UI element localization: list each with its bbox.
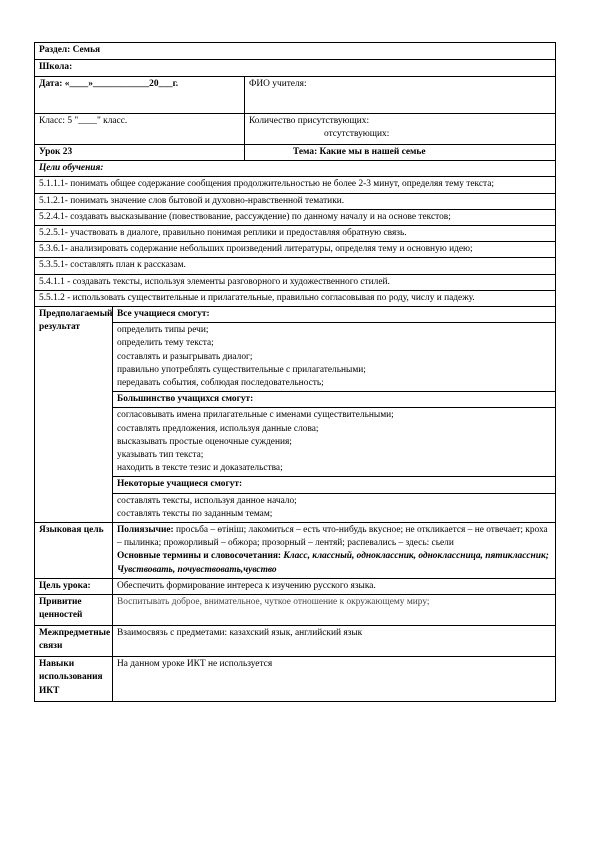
objective-row: [35, 242, 556, 258]
attendance-cell: [245, 114, 556, 145]
objective-item: 5.1.1.1- понимать общее содержание сообщения продолжительностью не более 2-3 минут, определяя тему текста;: [35, 177, 556, 193]
list-item: составлять тексты, используя данное начало;: [117, 495, 297, 506]
values-row: [35, 595, 556, 626]
most-students-list: [113, 408, 555, 477]
some-students-list: [113, 494, 555, 522]
expected-row: [35, 307, 556, 523]
goal-label: Цель урока:: [35, 578, 113, 594]
section-row: [35, 43, 556, 60]
glossary-text: просьба – өтініш; лакомиться – есть что-нибудь вкусное; не откликается – не отвечает; кроха – пылинка; прожорливый – обжора; прозорный – лентяй; распевались – здесь: сьели: [117, 525, 548, 549]
ict-text: На данном уроке ИКТ не используется: [113, 657, 556, 702]
lesson-row: [35, 145, 556, 161]
terms-text: Класс, классный, одноклассник, одноклассница, пятиклассник; Чувствовать, почувствовать,чувство: [117, 551, 549, 575]
some-students-title: Некоторые учащиеся смогут:: [113, 477, 555, 493]
list-item: находить в тексте тезис и доказательства;: [117, 463, 283, 474]
glossary: [117, 524, 551, 550]
school-row: [35, 60, 556, 77]
lesson-plan: [34, 42, 555, 702]
all-students-title: Все учащиеся смогут:: [113, 307, 555, 323]
objective-row: [35, 274, 556, 290]
values-label: Привитие ценностей: [35, 595, 113, 626]
list-item: указывать тип текста;: [117, 450, 204, 461]
terms-label: Основные термины и словосочетания:: [117, 551, 282, 562]
section-title: Раздел: Семья: [35, 43, 556, 60]
objective-item: 5.4.1.1 - создавать тексты, используя элементы разговорного и художественного стилей.: [35, 274, 556, 290]
ict-row: [35, 657, 556, 702]
list-item: определить тему текста;: [117, 338, 214, 349]
list-item: составлять тексты по заданным темам;: [117, 508, 273, 519]
objective-row: [35, 209, 556, 225]
goal-text: Обеспечить формирование интереса к изучению русского языка.: [113, 578, 556, 594]
language-label: Языковая цель: [35, 523, 113, 579]
expected-label: Предполагаемый результат: [35, 307, 113, 523]
list-item: согласовывать имена прилагательные с именами существительными;: [117, 410, 394, 421]
class-field: Класс: 5 "____" класс.: [35, 114, 245, 145]
absent-label: отсутствующих:: [324, 129, 390, 140]
lesson-plan-table: [34, 42, 556, 702]
objective-row: [35, 193, 556, 209]
list-item: составлять и разыгрывать диалог;: [117, 351, 253, 362]
objectives-title: Цели обучения:: [35, 161, 556, 177]
objective-item: 5.3.5.1- составлять план к рассказам.: [35, 258, 556, 274]
objective-row: [35, 290, 556, 306]
links-text: Взаимосвязь с предметами: казахский язык, английский язык: [113, 626, 556, 657]
objective-row: [35, 177, 556, 193]
list-item: правильно употреблять существительные с прилагательными;: [117, 364, 366, 375]
most-students-title: Большинство учащихся смогут:: [113, 392, 555, 408]
list-item: высказывать простые оценочные суждения;: [117, 436, 292, 447]
objective-item: 5.5.1.2 - использовать существительные и прилагательные, правильно согласовывая по роду, числу и падежу.: [35, 290, 556, 306]
terms: [117, 550, 551, 576]
present-label: Количество присутствующих:: [249, 116, 370, 126]
date-row: [35, 77, 556, 114]
links-label: Межпредметные связи: [35, 626, 113, 657]
class-row: [35, 114, 556, 145]
objective-item: 5.2.4.1- создавать высказывание (повествование, рассуждение) по данному началу и на основе текстов;: [35, 209, 556, 225]
goal-row: [35, 578, 556, 594]
objective-row: [35, 258, 556, 274]
date-field: Дата: «____»____________20___г.: [35, 77, 245, 114]
objective-item: 5.3.6.1- анализировать содержание небольших произведений литературы, определяя тему и основную идею;: [35, 242, 556, 258]
lesson-topic: Тема: Какие мы в нашей семье: [245, 145, 556, 161]
objectives-title-row: [35, 161, 556, 177]
school-label: Школа:: [35, 60, 556, 77]
teacher-field: ФИО учителя:: [245, 77, 556, 114]
language-content: [113, 523, 556, 579]
values-text: Воспитывать доброе, внимательное, чуткое отношение к окружающему миру;: [113, 595, 556, 626]
lesson-number: Урок 23: [35, 145, 245, 161]
objective-item: 5.2.5.1- участвовать в диалоге, правильно понимая реплики и предоставляя обратную связь.: [35, 226, 556, 242]
expected-content: [113, 307, 556, 523]
list-item: составлять предложения, используя данные слова;: [117, 423, 319, 434]
objective-item: 5.1.2.1- понимать значение слов бытовой и духовно-нравственной тематики.: [35, 193, 556, 209]
language-row: [35, 523, 556, 579]
glossary-label: Полиязычие:: [117, 525, 174, 536]
all-students-list: [113, 323, 555, 392]
links-row: [35, 626, 556, 657]
list-item: передавать события, соблюдая последовательность;: [117, 378, 324, 389]
ict-label: Навыки использования ИКТ: [35, 657, 113, 702]
list-item: определить типы речи;: [117, 325, 209, 336]
objective-row: [35, 226, 556, 242]
